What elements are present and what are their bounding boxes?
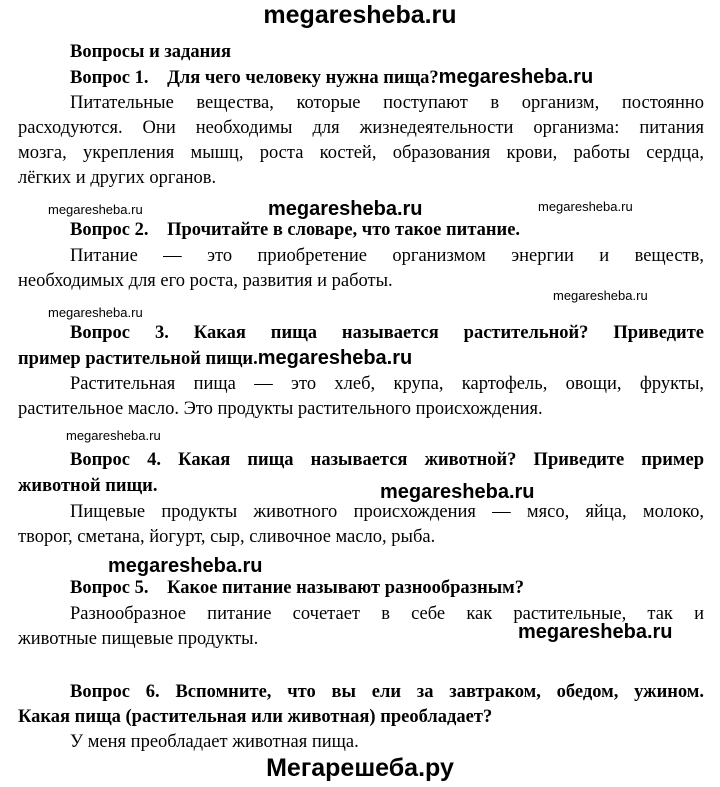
question-2	[70, 218, 710, 243]
answer-3-line-1: Растительная пища — это хлеб, крупа, картофель, овощи, фрукты,	[70, 374, 704, 394]
question-3-line-1	[70, 321, 704, 346]
question-1-number: Вопрос 1.	[70, 68, 149, 88]
watermark: megaresheba.ru	[518, 621, 673, 643]
question-5-number: Вопрос 5.	[70, 578, 149, 598]
watermark: megaresheba.ru	[48, 202, 143, 217]
question-5-text: Какое питание называют разнообразным?	[167, 578, 525, 598]
question-6-text: Вспомните, что вы ели за завтраком, обедом, ужином.	[175, 682, 705, 702]
answer-6-line-1: У меня преобладает животная пища.	[70, 732, 359, 752]
question-3-line-2	[18, 346, 704, 372]
answer-5-line-2: животные пищевые продукты.	[18, 629, 259, 649]
answer-1-line-4: лёгких и других органов.	[18, 168, 217, 188]
site-header: megaresheba.ru	[263, 1, 457, 29]
question-3-text-2: пример растительной пищи.	[18, 349, 258, 369]
answer-1-line-2: расходуются. Они необходимы для жизнедеятельности организма: питания	[18, 118, 704, 138]
watermark: megaresheba.ru	[553, 288, 648, 303]
question-5	[70, 576, 710, 601]
answer-2-line-2: необходимых для его роста, развития и работы.	[18, 271, 393, 291]
question-3-text: Какая пища называется растительной? Приведите	[193, 323, 704, 343]
question-4-line-2: животной пищи.	[18, 476, 158, 496]
question-6-number: Вопрос 6.	[70, 682, 160, 702]
question-6-line-1	[70, 680, 704, 705]
answer-2-line-1: Питание — это приобретение организмом энергии и веществ,	[70, 246, 704, 266]
question-4-text: Какая пища называется животной? Приведите пример	[178, 450, 705, 470]
answer-1-line-1: Питательные вещества, которые поступают в организм, постоянно	[70, 93, 704, 113]
question-1	[70, 65, 710, 91]
answer-5-line-1: Разнообразное питание сочетает в себе как растительные, так и	[70, 604, 704, 624]
question-4-line-1	[70, 448, 704, 473]
site-footer: Мегарешеба.ру	[266, 754, 454, 782]
question-4-number: Вопрос 4.	[70, 450, 162, 470]
answer-1-line-3: мозга, укрепления мышц, роста костей, образования крови, работы сердца,	[18, 143, 704, 163]
question-6-line-2: Какая пища (растительная или животная) преобладает?	[18, 707, 493, 727]
question-1-text: Для чего человеку нужна пища?	[167, 68, 439, 88]
watermark-inline: megaresheba.ru	[257, 347, 413, 369]
answer-4-line-1: Пищевые продукты животного происхождения — мясо, яйца, молоко,	[70, 502, 704, 522]
watermark: megaresheba.ru	[380, 481, 535, 503]
watermark-inline: megaresheba.ru	[438, 66, 594, 88]
watermark: megaresheba.ru	[48, 305, 143, 320]
question-2-text: Прочитайте в словаре, что такое питание.	[167, 220, 521, 240]
question-2-number: Вопрос 2.	[70, 220, 149, 240]
watermark: megaresheba.ru	[66, 428, 161, 443]
watermark: megaresheba.ru	[268, 198, 423, 220]
answer-4-line-2: творог, сметана, йогурт, сыр, сливочное масло, рыба.	[18, 527, 436, 547]
section-title: Вопросы и задания	[70, 42, 231, 62]
watermark: megaresheba.ru	[108, 555, 263, 577]
watermark: megaresheba.ru	[538, 199, 633, 214]
question-3-number: Вопрос 3.	[70, 323, 169, 343]
answer-3-line-2: растительное масло. Это продукты растительного происхождения.	[18, 399, 543, 419]
